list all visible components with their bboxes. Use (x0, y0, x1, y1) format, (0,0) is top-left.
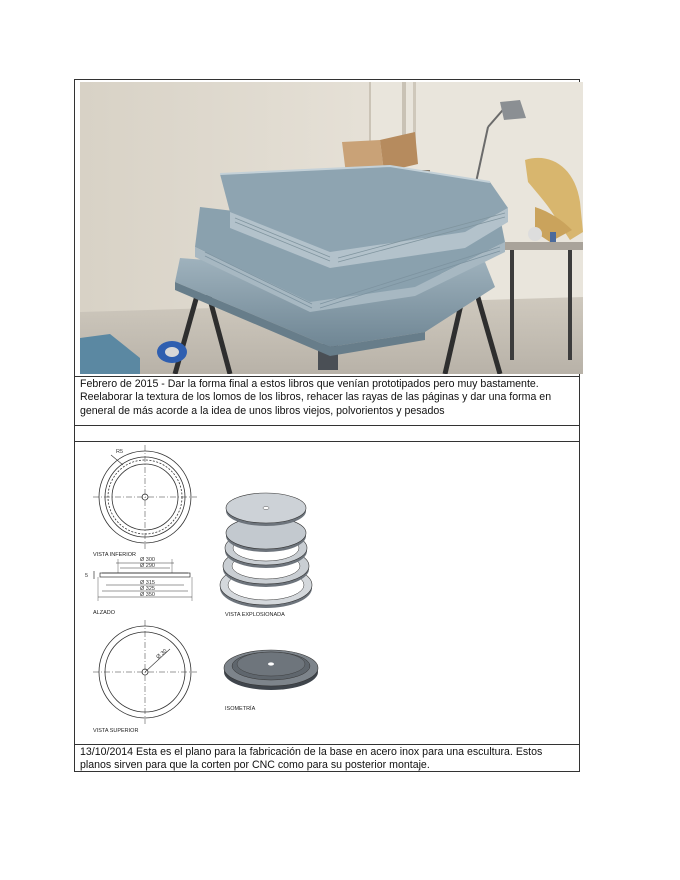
photo-caption-row (75, 377, 579, 426)
top-radius-label: Ø 30 (155, 648, 169, 661)
empty-row (75, 426, 579, 442)
bottom-radius-label: R5 (116, 449, 124, 455)
plan-caption: 13/10/2014 Esta es el plano para la fabricación de la base en acero inox para una escultura. Estos planos sirven para que la corten por CNC como para su posterior montaje. (80, 746, 543, 772)
books-sculpture-photo (80, 82, 583, 374)
dim-height: 5 (85, 573, 89, 579)
dim-325: Ø 325 (140, 586, 155, 592)
plan-caption-row (75, 745, 579, 772)
dim-300: Ø 300 (140, 557, 155, 563)
isometric-label: ISOMETRÍA (225, 706, 256, 712)
photo-caption: Febrero de 2015 - Dar la forma final a estos libros que venían prototipados pero muy bastamente. Reelaborar la textura de los lomos de los libros, rehacer las rayas de las páginas y dar una forma en general de más acorde a la idea de unos libros viejos, polvorientos y pesados (80, 378, 552, 417)
bottom-view-label: VISTA INFERIOR (93, 552, 136, 558)
exploded-view-label: VISTA EXPLOSIONADA (225, 612, 285, 618)
isometric-view (224, 650, 318, 690)
dim-290: Ø 290 (140, 563, 155, 569)
plan-row (75, 442, 579, 745)
elevation-label: ALZADO (93, 610, 116, 616)
entries-table (74, 79, 580, 772)
technical-drawing (78, 443, 350, 745)
photo-row (75, 80, 579, 377)
dim-350: Ø 350 (140, 592, 155, 598)
dim-315: Ø 315 (140, 580, 155, 586)
top-view (93, 620, 197, 724)
top-view-label: VISTA SUPERIOR (93, 728, 139, 734)
exploded-view (220, 493, 312, 608)
bottom-view (93, 445, 197, 549)
